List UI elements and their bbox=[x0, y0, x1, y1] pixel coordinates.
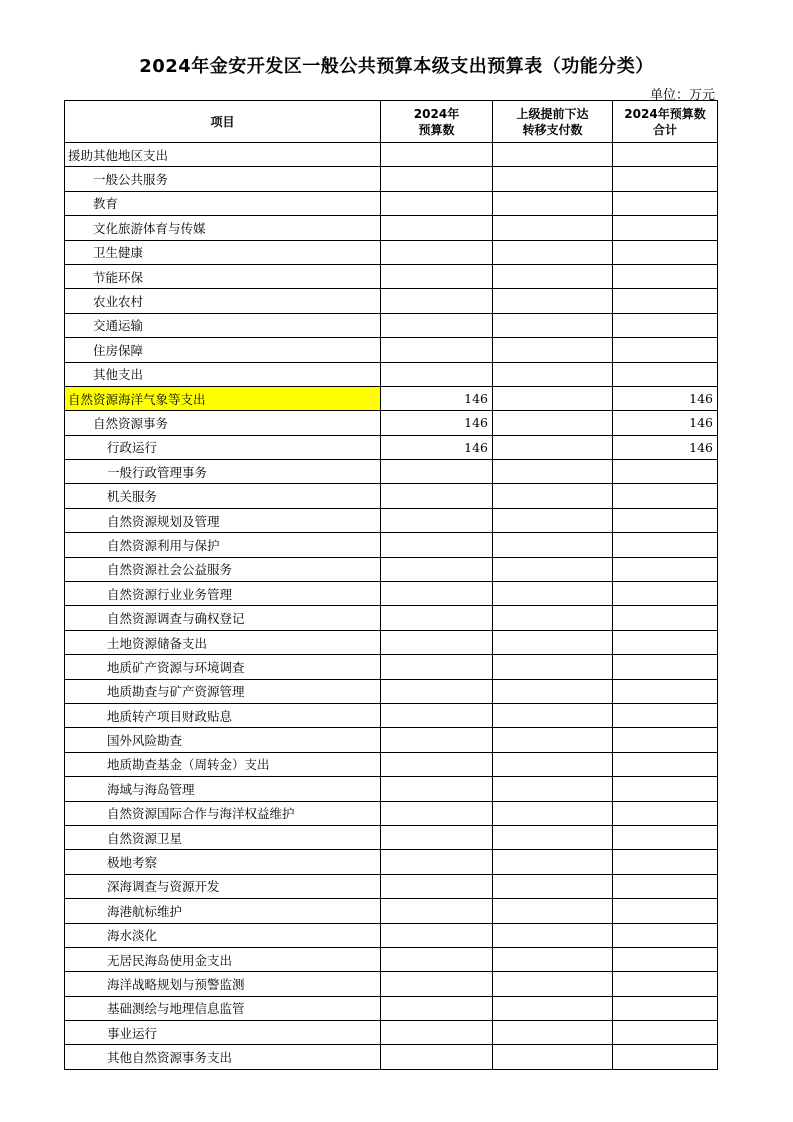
transfer-cell bbox=[493, 533, 613, 557]
total-cell: 146 bbox=[613, 386, 718, 410]
budget-2024-cell bbox=[381, 533, 493, 557]
transfer-cell bbox=[493, 289, 613, 313]
budget-2024-cell bbox=[381, 703, 493, 727]
budget-2024-cell bbox=[381, 752, 493, 776]
header-budget-2024 bbox=[381, 101, 493, 143]
table-row bbox=[65, 264, 718, 288]
transfer-cell bbox=[493, 923, 613, 947]
transfer-cell bbox=[493, 411, 613, 435]
item-name-cell: 交通运输 bbox=[65, 313, 381, 337]
total-cell bbox=[613, 191, 718, 215]
transfer-cell bbox=[493, 996, 613, 1020]
header-budget-2024-line2: 预算数 bbox=[418, 122, 455, 137]
budget-2024-cell bbox=[381, 1021, 493, 1045]
item-name-cell: 自然资源利用与保护 bbox=[65, 533, 381, 557]
transfer-cell bbox=[493, 582, 613, 606]
table-row bbox=[65, 167, 718, 191]
table-row bbox=[65, 630, 718, 654]
total-cell bbox=[613, 216, 718, 240]
total-cell bbox=[613, 313, 718, 337]
item-name-cell: 无居民海岛使用金支出 bbox=[65, 947, 381, 971]
table-row bbox=[65, 679, 718, 703]
budget-2024-cell: 146 bbox=[381, 411, 493, 435]
transfer-cell bbox=[493, 874, 613, 898]
transfer-cell bbox=[493, 143, 613, 167]
total-cell bbox=[613, 289, 718, 313]
table-row bbox=[65, 338, 718, 362]
total-cell bbox=[613, 850, 718, 874]
transfer-cell bbox=[493, 386, 613, 410]
total-cell bbox=[613, 947, 718, 971]
budget-2024-cell bbox=[381, 899, 493, 923]
total-cell bbox=[613, 167, 718, 191]
transfer-cell bbox=[493, 752, 613, 776]
total-cell bbox=[613, 1045, 718, 1069]
total-cell bbox=[613, 996, 718, 1020]
table-row bbox=[65, 191, 718, 215]
transfer-cell bbox=[493, 460, 613, 484]
item-name-cell: 一般行政管理事务 bbox=[65, 460, 381, 484]
budget-2024-cell bbox=[381, 289, 493, 313]
total-cell bbox=[613, 801, 718, 825]
budget-2024-cell bbox=[381, 460, 493, 484]
transfer-cell bbox=[493, 216, 613, 240]
item-name-cell: 文化旅游体育与传媒 bbox=[65, 216, 381, 240]
table-row bbox=[65, 411, 718, 435]
item-name-cell: 自然资源卫星 bbox=[65, 825, 381, 849]
item-name-cell: 国外风险勘查 bbox=[65, 728, 381, 752]
total-cell bbox=[613, 362, 718, 386]
page-title: 2024年金安开发区一般公共预算本级支出预算表（功能分类） bbox=[139, 56, 654, 77]
total-cell bbox=[613, 752, 718, 776]
table-row bbox=[65, 972, 718, 996]
table-row bbox=[65, 923, 718, 947]
budget-2024-cell bbox=[381, 313, 493, 337]
total-cell bbox=[613, 703, 718, 727]
item-name-cell: 自然资源调查与确权登记 bbox=[65, 606, 381, 630]
unit-label: 单位：万元 bbox=[649, 88, 715, 103]
total-cell bbox=[613, 679, 718, 703]
transfer-cell bbox=[493, 825, 613, 849]
transfer-cell bbox=[493, 947, 613, 971]
total-cell bbox=[613, 655, 718, 679]
item-name-cell: 事业运行 bbox=[65, 1021, 381, 1045]
transfer-cell bbox=[493, 703, 613, 727]
item-name-cell: 地质矿产资源与环境调查 bbox=[65, 655, 381, 679]
total-cell bbox=[613, 484, 718, 508]
budget-2024-cell bbox=[381, 167, 493, 191]
transfer-cell bbox=[493, 777, 613, 801]
transfer-cell bbox=[493, 264, 613, 288]
table-row bbox=[65, 947, 718, 971]
total-cell bbox=[613, 899, 718, 923]
header-total-line2: 合计 bbox=[652, 122, 677, 137]
header-total-line1: 2024年预算数 bbox=[624, 106, 706, 121]
table-row bbox=[65, 313, 718, 337]
table-row bbox=[65, 728, 718, 752]
transfer-cell bbox=[493, 728, 613, 752]
total-cell bbox=[613, 508, 718, 532]
table-row bbox=[65, 850, 718, 874]
total-cell bbox=[613, 582, 718, 606]
item-name-cell: 卫生健康 bbox=[65, 240, 381, 264]
item-name-cell: 其他自然资源事务支出 bbox=[65, 1045, 381, 1069]
table-row bbox=[65, 996, 718, 1020]
table-body bbox=[65, 143, 718, 1070]
budget-2024-cell bbox=[381, 557, 493, 581]
budget-2024-cell bbox=[381, 972, 493, 996]
transfer-cell bbox=[493, 240, 613, 264]
item-name-cell: 地质勘查基金（周转金）支出 bbox=[65, 752, 381, 776]
item-name-cell: 自然资源行业业务管理 bbox=[65, 582, 381, 606]
transfer-cell bbox=[493, 508, 613, 532]
total-cell bbox=[613, 143, 718, 167]
total-cell bbox=[613, 606, 718, 630]
budget-table bbox=[64, 100, 718, 1070]
table-row bbox=[65, 777, 718, 801]
table-row bbox=[65, 606, 718, 630]
table-row bbox=[65, 460, 718, 484]
header-transfer-line2: 转移支付数 bbox=[522, 122, 583, 137]
total-cell bbox=[613, 460, 718, 484]
total-cell bbox=[613, 825, 718, 849]
item-name-cell: 行政运行 bbox=[65, 435, 381, 459]
item-name-cell: 海洋战略规划与预警监测 bbox=[65, 972, 381, 996]
item-name-cell: 机关服务 bbox=[65, 484, 381, 508]
table-row bbox=[65, 386, 718, 410]
budget-2024-cell: 146 bbox=[381, 435, 493, 459]
table-row bbox=[65, 655, 718, 679]
total-cell bbox=[613, 533, 718, 557]
header-item: 项目 bbox=[65, 101, 381, 143]
total-cell: 146 bbox=[613, 411, 718, 435]
item-name-cell: 教育 bbox=[65, 191, 381, 215]
transfer-cell bbox=[493, 972, 613, 996]
budget-2024-cell bbox=[381, 655, 493, 679]
transfer-cell bbox=[493, 435, 613, 459]
transfer-cell bbox=[493, 801, 613, 825]
table-row bbox=[65, 582, 718, 606]
budget-2024-cell bbox=[381, 923, 493, 947]
total-cell bbox=[613, 972, 718, 996]
total-cell bbox=[613, 1021, 718, 1045]
item-name-cell: 海港航标维护 bbox=[65, 899, 381, 923]
table-row bbox=[65, 752, 718, 776]
budget-2024-cell bbox=[381, 264, 493, 288]
item-name-cell: 农业农村 bbox=[65, 289, 381, 313]
item-name-cell: 海水淡化 bbox=[65, 923, 381, 947]
budget-2024-cell bbox=[381, 679, 493, 703]
total-cell bbox=[613, 777, 718, 801]
transfer-cell bbox=[493, 557, 613, 581]
total-cell bbox=[613, 557, 718, 581]
item-name-cell: 住房保障 bbox=[65, 338, 381, 362]
total-cell bbox=[613, 728, 718, 752]
transfer-cell bbox=[493, 313, 613, 337]
total-cell bbox=[613, 338, 718, 362]
budget-2024-cell bbox=[381, 508, 493, 532]
budget-2024-cell bbox=[381, 338, 493, 362]
table-row bbox=[65, 825, 718, 849]
budget-2024-cell: 146 bbox=[381, 386, 493, 410]
table-row bbox=[65, 801, 718, 825]
item-name-cell: 自然资源事务 bbox=[65, 411, 381, 435]
header-total bbox=[613, 101, 718, 143]
total-cell: 146 bbox=[613, 435, 718, 459]
header-budget-2024-line1: 2024年 bbox=[413, 106, 460, 121]
table-row bbox=[65, 362, 718, 386]
budget-2024-cell bbox=[381, 1045, 493, 1069]
budget-2024-cell bbox=[381, 484, 493, 508]
table-row bbox=[65, 533, 718, 557]
table-row bbox=[65, 1021, 718, 1045]
header-transfer-line1: 上级提前下达 bbox=[516, 106, 589, 121]
transfer-cell bbox=[493, 899, 613, 923]
item-name-cell: 土地资源储备支出 bbox=[65, 630, 381, 654]
budget-2024-cell bbox=[381, 777, 493, 801]
table-row bbox=[65, 289, 718, 313]
transfer-cell bbox=[493, 606, 613, 630]
budget-2024-cell bbox=[381, 825, 493, 849]
budget-2024-cell bbox=[381, 191, 493, 215]
item-name-cell: 自然资源社会公益服务 bbox=[65, 557, 381, 581]
item-name-cell: 深海调查与资源开发 bbox=[65, 874, 381, 898]
budget-2024-cell bbox=[381, 874, 493, 898]
table-row bbox=[65, 874, 718, 898]
total-cell bbox=[613, 923, 718, 947]
total-cell bbox=[613, 240, 718, 264]
transfer-cell bbox=[493, 679, 613, 703]
transfer-cell bbox=[493, 655, 613, 679]
item-name-cell: 自然资源国际合作与海洋权益维护 bbox=[65, 801, 381, 825]
table-row bbox=[65, 1045, 718, 1069]
item-name-cell: 基础测绘与地理信息监管 bbox=[65, 996, 381, 1020]
transfer-cell bbox=[493, 484, 613, 508]
table-row bbox=[65, 899, 718, 923]
item-name-cell: 自然资源规划及管理 bbox=[65, 508, 381, 532]
item-name-cell: 其他支出 bbox=[65, 362, 381, 386]
table-row bbox=[65, 240, 718, 264]
table-row bbox=[65, 557, 718, 581]
item-name-cell: 自然资源海洋气象等支出 bbox=[65, 386, 381, 410]
total-cell bbox=[613, 630, 718, 654]
item-name-cell: 节能环保 bbox=[65, 264, 381, 288]
item-name-cell: 一般公共服务 bbox=[65, 167, 381, 191]
item-name-cell: 地质勘查与矿产资源管理 bbox=[65, 679, 381, 703]
budget-2024-cell bbox=[381, 947, 493, 971]
budget-2024-cell bbox=[381, 240, 493, 264]
table-header-row bbox=[65, 101, 718, 143]
budget-2024-cell bbox=[381, 582, 493, 606]
transfer-cell bbox=[493, 1045, 613, 1069]
budget-2024-cell bbox=[381, 143, 493, 167]
table-row bbox=[65, 216, 718, 240]
budget-2024-cell bbox=[381, 216, 493, 240]
header-transfer bbox=[493, 101, 613, 143]
budget-2024-cell bbox=[381, 606, 493, 630]
budget-2024-cell bbox=[381, 362, 493, 386]
transfer-cell bbox=[493, 191, 613, 215]
table-row bbox=[65, 435, 718, 459]
budget-2024-cell bbox=[381, 801, 493, 825]
transfer-cell bbox=[493, 630, 613, 654]
item-name-cell: 极地考察 bbox=[65, 850, 381, 874]
table-row bbox=[65, 508, 718, 532]
transfer-cell bbox=[493, 338, 613, 362]
table-row bbox=[65, 484, 718, 508]
budget-2024-cell bbox=[381, 728, 493, 752]
table-row bbox=[65, 143, 718, 167]
budget-2024-cell bbox=[381, 630, 493, 654]
total-cell bbox=[613, 264, 718, 288]
transfer-cell bbox=[493, 1021, 613, 1045]
transfer-cell bbox=[493, 850, 613, 874]
table-row bbox=[65, 703, 718, 727]
item-name-cell: 地质转产项目财政贴息 bbox=[65, 703, 381, 727]
total-cell bbox=[613, 874, 718, 898]
item-name-cell: 援助其他地区支出 bbox=[65, 143, 381, 167]
transfer-cell bbox=[493, 362, 613, 386]
budget-2024-cell bbox=[381, 996, 493, 1020]
budget-2024-cell bbox=[381, 850, 493, 874]
transfer-cell bbox=[493, 167, 613, 191]
item-name-cell: 海域与海岛管理 bbox=[65, 777, 381, 801]
